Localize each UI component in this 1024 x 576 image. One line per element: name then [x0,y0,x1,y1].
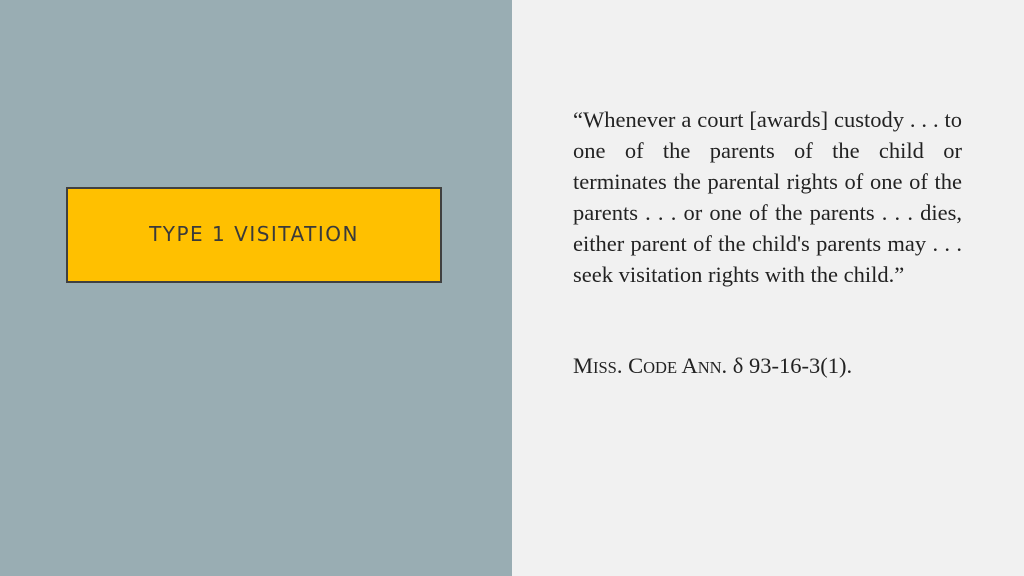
citation-ann-rest: NN [697,358,722,377]
citation-section: . δ 93-16-3(1). [721,353,853,378]
citation-miss-rest: ISS [593,358,617,377]
citation-separator-1: . [616,353,629,378]
slide-title: TYPE 1 VISITATION [149,222,359,246]
statute-citation [573,350,852,383]
citation-code-initial: C [628,353,644,378]
citation-code-rest: ODE [643,358,678,377]
citation-miss-initial: M [573,353,594,378]
citation-ann-initial: A [681,353,698,378]
title-box [66,187,442,283]
statute-quote: “Whenever a court [awards] custody . . . to one of the parents of the child or terminates the parental rights of one of the parents . . . or one of the parents . . . dies, either parent of the child's parents may . . . seek visitation rights with the child.” [573,107,962,287]
